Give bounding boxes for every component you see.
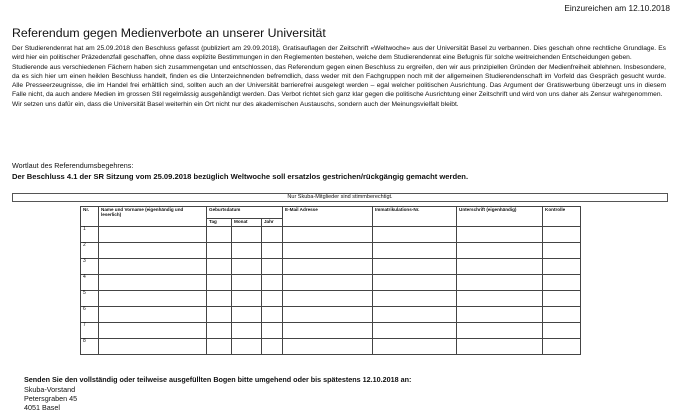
referendum-wording: Der Beschluss 4.1 der SR Sitzung vom 25.09.2018 bezüglich Weltwoche soll ersatzlos gestrichen/rückgängig gemacht werden. [12, 172, 469, 181]
signature-table [80, 206, 581, 355]
year-cell[interactable] [262, 307, 283, 323]
col-header-signature: Unterschrift (eigenhändig) [457, 207, 543, 227]
control-cell[interactable] [543, 227, 581, 243]
paragraph-goal: Wir setzen uns dafür ein, dass die Universität Basel weiterhin ein Ort nicht nur des akademischen Austauschs, sondern auch der Meinungsvielfalt bleibt. [12, 100, 459, 108]
day-cell[interactable] [207, 243, 232, 259]
email-cell[interactable] [283, 291, 373, 307]
year-cell[interactable] [262, 339, 283, 355]
name-cell[interactable] [99, 307, 207, 323]
month-cell[interactable] [232, 275, 262, 291]
table-row [81, 259, 581, 275]
table-row [81, 275, 581, 291]
send-instructions: Senden Sie den vollständig oder teilweise ausgefüllten Bogen bitte umgehend oder bis spätestens 12.10.2018 an: [24, 375, 412, 384]
matric-cell[interactable] [373, 339, 457, 355]
matric-cell[interactable] [373, 227, 457, 243]
col-header-name: Name und Vorname (eigenhändig und leserlich) [99, 207, 207, 227]
email-cell[interactable] [283, 259, 373, 275]
row-number: 4 [81, 275, 99, 291]
control-cell[interactable] [543, 243, 581, 259]
col-header-year: Jahr [262, 219, 283, 227]
page-title: Referendum gegen Medienverbote an unserer Universität [12, 26, 326, 40]
table-header-row [81, 207, 581, 219]
row-number: 1 [81, 227, 99, 243]
email-cell[interactable] [283, 339, 373, 355]
day-cell[interactable] [207, 259, 232, 275]
table-row [81, 339, 581, 355]
day-cell[interactable] [207, 307, 232, 323]
year-cell[interactable] [262, 243, 283, 259]
day-cell[interactable] [207, 291, 232, 307]
month-cell[interactable] [232, 227, 262, 243]
matric-cell[interactable] [373, 307, 457, 323]
table-row [81, 307, 581, 323]
signature-cell[interactable] [457, 323, 543, 339]
matric-cell[interactable] [373, 291, 457, 307]
name-cell[interactable] [99, 323, 207, 339]
month-cell[interactable] [232, 291, 262, 307]
table-row [81, 243, 581, 259]
email-cell[interactable] [283, 275, 373, 291]
table-row [81, 291, 581, 307]
signature-cell[interactable] [457, 259, 543, 275]
paragraph-decision: Der Studierendenrat hat am 25.09.2018 den Beschluss gefasst (publiziert am 29.09.2018), Gratisauflagen der Zeitschrift «Weltwoche» aus der Universität Basel zu verbannen. Dies geschah ohne rechtliche Grundlage. Es wird hier ein politischer Präzedenzfall geschaffen, ohne dass explizite Bestimmungen in den Reglementen bestehen, welche dem Studierendenrat eine Befugnis für solche weitreichenden Entscheidungen geben. [12, 45, 666, 62]
row-number: 6 [81, 307, 99, 323]
day-cell[interactable] [207, 227, 232, 243]
col-header-matric: Immatrikulations-Nr. [373, 207, 457, 227]
paragraph-reasoning: Studierende aus verschiedenen Fächern haben sich zusammengetan und entschlossen, das Referendum gegen einen Beschluss zu ergreifen, den wir aus prinzipiellen Gründen der Medienfreiheit ablehnen. Insbesondere, da es sich hier um einen heiklen Beschluss handelt, finden es die Unterzeichnenden befremdlich, dass weder mit den Fachgruppen noch mit der allgemeinen Studierendenschaft im Vorfeld das Gespräch gesucht wurde. Alle Presseerzeugnisse, die im Handel frei erhältlich sind, sollten auch an der Universität barrierefrei ausgelegt werden – egal welcher politischen Ausrichtung. Das Argument der Gratiswerbung überzeugt uns in diesem Falle nicht, da auch andere Medien im grossen Stil regelmässig ausgehändigt werden. Das Verbot richtet sich ganz klar gegen die politische Ausrichtung einer Zeitschrift und wird von uns daher als Zensur wahrgenommen. [12, 63, 666, 99]
year-cell[interactable] [262, 275, 283, 291]
col-header-nr: Nr. [81, 207, 99, 227]
control-cell[interactable] [543, 323, 581, 339]
control-cell[interactable] [543, 339, 581, 355]
intro-text [12, 44, 666, 109]
email-cell[interactable] [283, 323, 373, 339]
address-line-1: Skuba-Vorstand [24, 385, 76, 394]
row-number: 3 [81, 259, 99, 275]
email-cell[interactable] [283, 307, 373, 323]
control-cell[interactable] [543, 307, 581, 323]
month-cell[interactable] [232, 307, 262, 323]
email-cell[interactable] [283, 227, 373, 243]
name-cell[interactable] [99, 227, 207, 243]
matric-cell[interactable] [373, 243, 457, 259]
address-line-3: 4051 Basel [24, 403, 60, 412]
day-cell[interactable] [207, 275, 232, 291]
matric-cell[interactable] [373, 323, 457, 339]
table-row [81, 227, 581, 243]
year-cell[interactable] [262, 291, 283, 307]
row-number: 8 [81, 339, 99, 355]
matric-cell[interactable] [373, 275, 457, 291]
year-cell[interactable] [262, 259, 283, 275]
signature-cell[interactable] [457, 339, 543, 355]
signature-cell[interactable] [457, 291, 543, 307]
submission-deadline: Einzureichen am 12.10.2018 [564, 3, 670, 13]
email-cell[interactable] [283, 243, 373, 259]
year-cell[interactable] [262, 323, 283, 339]
month-cell[interactable] [232, 259, 262, 275]
col-header-month: Monat [232, 219, 262, 227]
day-cell[interactable] [207, 323, 232, 339]
name-cell[interactable] [99, 275, 207, 291]
col-header-control: Kontrolle [543, 207, 581, 227]
matric-cell[interactable] [373, 259, 457, 275]
col-header-day: Tag [207, 219, 232, 227]
control-cell[interactable] [543, 275, 581, 291]
control-cell[interactable] [543, 291, 581, 307]
signature-cell[interactable] [457, 307, 543, 323]
table-row [81, 323, 581, 339]
col-header-email: E-Mail Adresse [283, 207, 373, 227]
signature-cell[interactable] [457, 243, 543, 259]
row-number: 7 [81, 323, 99, 339]
name-cell[interactable] [99, 243, 207, 259]
signature-cell[interactable] [457, 275, 543, 291]
day-cell[interactable] [207, 339, 232, 355]
wording-label: Wortlaut des Referendumsbegehrens: [12, 161, 134, 170]
year-cell[interactable] [262, 227, 283, 243]
address-line-2: Petersgraben 45 [24, 394, 78, 403]
name-cell[interactable] [99, 339, 207, 355]
eligibility-notice: Nur Skuba-Mitglieder sind stimmberechtigt. [12, 193, 668, 202]
month-cell[interactable] [232, 339, 262, 355]
month-cell[interactable] [232, 323, 262, 339]
control-cell[interactable] [543, 259, 581, 275]
name-cell[interactable] [99, 291, 207, 307]
row-number: 2 [81, 243, 99, 259]
signature-cell[interactable] [457, 227, 543, 243]
month-cell[interactable] [232, 243, 262, 259]
col-header-birthdate: Geburtsdatum [207, 207, 283, 219]
row-number: 5 [81, 291, 99, 307]
name-cell[interactable] [99, 259, 207, 275]
